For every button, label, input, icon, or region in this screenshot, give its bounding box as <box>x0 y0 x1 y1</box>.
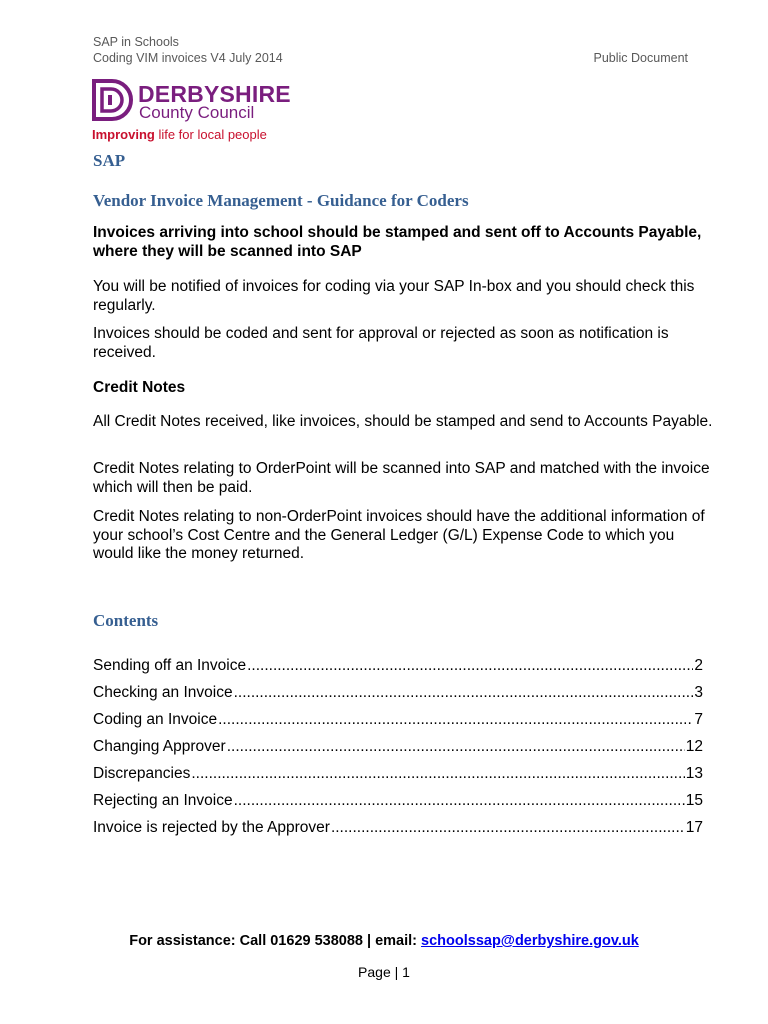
toc-entry-label: Checking an Invoice <box>93 684 233 701</box>
council-logo-icon <box>92 79 134 121</box>
toc-entry[interactable] <box>93 657 703 684</box>
toc-entry[interactable] <box>93 738 703 765</box>
toc-leader <box>247 657 693 675</box>
toc-entry[interactable] <box>93 765 703 792</box>
paragraph-notification: You will be notified of invoices for coding via your SAP In-box and you should check this regularly. <box>93 278 695 314</box>
paragraph-credit-orderpoint: Credit Notes relating to OrderPoint will be scanned into SAP and matched with the invoice which will then be paid. <box>93 460 710 496</box>
toc-entry[interactable] <box>93 684 703 711</box>
toc-leader <box>234 684 694 702</box>
logo-tagline: Improving life for local people <box>92 127 267 142</box>
page-title: Vendor Invoice Management - Guidance for Coders <box>93 191 469 210</box>
intro-bold-paragraph: Invoices arriving into school should be stamped and sent off to Accounts Payable, where they will be scanned into SAP <box>93 224 702 260</box>
header-classification: Public Document <box>593 51 688 65</box>
assistance-text: For assistance: Call 01629 538088 | email: <box>129 933 422 949</box>
paragraph-coding: Invoices should be coded and sent for approval or rejected as soon as notification is received. <box>93 325 669 361</box>
toc-entry-label: Coding an Invoice <box>93 711 218 728</box>
table-of-contents <box>93 657 703 846</box>
toc-entry-label: Rejecting an Invoice <box>93 792 233 809</box>
toc-entry-label: Discrepancies <box>93 765 191 782</box>
toc-entry[interactable] <box>93 711 703 738</box>
assistance-line <box>0 933 768 949</box>
logo-name-line1: DERBYSHIRE <box>138 81 291 107</box>
toc-entry[interactable] <box>93 819 703 846</box>
contents-heading: Contents <box>93 611 159 630</box>
toc-leader <box>227 738 685 756</box>
toc-entry-page: 17 <box>685 819 703 836</box>
logo-name-line2: County Council <box>139 103 255 122</box>
paragraph-credit-non-orderpoint: Credit Notes relating to non-OrderPoint invoices should have the additional information of your school’s Cost Centre and the General Ledger (G/L) Expense Code to which you would like the money returned. <box>93 508 705 562</box>
support-email-link[interactable]: schoolssap@derbyshire.gov.uk <box>421 933 639 949</box>
heading-sap: SAP <box>93 151 126 170</box>
document-header <box>93 34 283 66</box>
toc-entry-page: 12 <box>685 738 703 755</box>
header-title: SAP in Schools <box>93 35 179 49</box>
toc-leader <box>331 819 685 837</box>
toc-entry-page: 7 <box>694 711 703 728</box>
toc-entry-page: 2 <box>694 657 703 674</box>
toc-entry-label: Changing Approver <box>93 738 226 755</box>
derbyshire-logo <box>92 79 291 145</box>
toc-leader <box>234 792 685 810</box>
toc-entry-page: 13 <box>685 765 703 782</box>
page-number: Page | 1 <box>358 964 410 980</box>
header-version: Coding VIM invoices V4 July 2014 <box>93 51 283 65</box>
paragraph-credit-stamped: All Credit Notes received, like invoices, should be stamped and send to Accounts Payable. <box>93 413 713 430</box>
toc-entry-page: 3 <box>694 684 703 701</box>
toc-leader <box>218 711 693 729</box>
toc-leader <box>191 765 684 783</box>
toc-entry-label: Invoice is rejected by the Approver <box>93 819 330 836</box>
toc-entry-label: Sending off an Invoice <box>93 657 247 674</box>
credit-notes-heading: Credit Notes <box>93 379 186 396</box>
toc-entry[interactable] <box>93 792 703 819</box>
toc-entry-page: 15 <box>685 792 703 809</box>
